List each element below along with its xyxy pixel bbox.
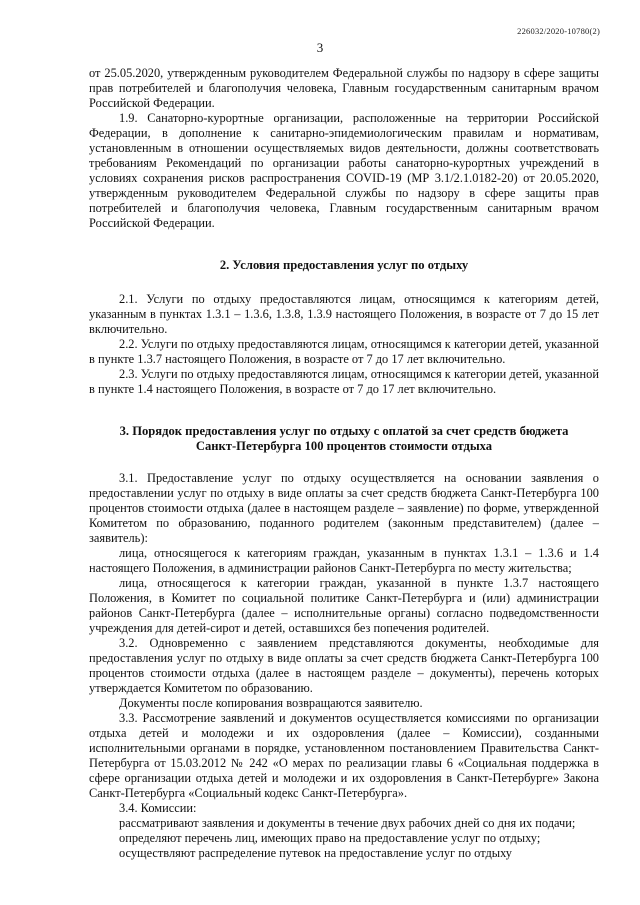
paragraph-intro: от 25.05.2020, утвержденным руководителем Федеральной службы по надзору в сфере защиты прав потребителей и благополучия человека, Главным государственным санитарным врачом Российской Федерации. <box>89 66 599 110</box>
paragraph-1-9: 1.9. Санаторно-курортные организации, расположенные на территории Российской Федерации, в дополнение к санитарно-эпидемиологическим правилам и нормативам, установленным в отношении осуществляемых видов деятельности, должны соответствовать требованиям Рекомендаций по организации работы санаторно-курортных учреждений в условиях сохранения рисков распространения COVID-19 (МР 3.1/2.1.0182-20) от 20.05.2020, утвержденным руководителем Федеральной службы по надзору в сфере защиты прав потребителей и благополучия человека, Главным государственным санитарным врачом Российской Федерации. <box>89 111 599 230</box>
paragraph-3-1-a: лица, относящегося к категориям граждан, указанным в пунктах 1.3.1 – 1.3.6 и 1.4 настоящего Положения, в администрации районов Санкт-Петербурга по месту жительства; <box>89 546 599 575</box>
paragraph-2-1: 2.1. Услуги по отдыху предоставляются лицам, относящимся к категориям детей, указанным в пунктах 1.3.1 – 1.3.6, 1.3.8, 1.3.9 настоящего Положения, в возрасте от 7 до 15 лет включительно. <box>89 292 599 336</box>
paragraph-3-4-c: осуществляют распределение путевок на предоставление услуг по отдыху <box>119 846 512 860</box>
document-number: 226032/2020-10780(2) <box>517 26 600 36</box>
paragraph-3-4-a: рассматривают заявления и документы в течение двух рабочих дней со дня их подачи; <box>119 816 576 830</box>
section-2-heading: 2. Условия предоставления услуг по отдыху <box>219 258 469 272</box>
paragraph-2-2: 2.2. Услуги по отдыху предоставляются лицам, относящимся к категории детей, указанной в пункте 1.3.7 настоящего Положения, в возрасте от 7 до 17 лет включительно. <box>89 337 599 366</box>
paragraph-3-4: 3.4. Комиссии: <box>119 801 197 815</box>
paragraph-3-2-b: Документы после копирования возвращаются заявителю. <box>119 696 423 710</box>
paragraph-3-1-b: лица, относящегося к категории граждан, указанной в пункте 1.3.7 настоящего Положения, в Комитет по социальной политике Санкт-Петербурга и (или) администрации районов Санкт-Петербурга (далее – исполнительные органы) согласно подведомственности учреждения для детей-сирот и детей, оставшихся без попечения родителей. <box>89 576 599 635</box>
page-number: 3 <box>316 40 324 55</box>
paragraph-3-1: 3.1. Предоставление услуг по отдыху осуществляется на основании заявления о предоставлении услуг по отдыху в виде оплаты за счет средств бюджета Санкт-Петербурга 100 процентов стоимости отдыха (далее в настоящем разделе – заявление) по форме, утвержденной Комитетом по образованию, поданного родителем (законным представителем) (далее – заявитель): <box>89 471 599 545</box>
section-3-heading <box>89 424 599 454</box>
document-body <box>89 66 599 861</box>
paragraph-3-3: 3.3. Рассмотрение заявлений и документов осуществляется комиссиями по организации отдыха детей и молодежи и их оздоровления (далее – Комиссии), созданными исполнительными органами в порядке, установленном постановлением Правительства Санкт-Петербурга от 15.03.2012 № 242 «О мерах по реализации главы 6 «Социальная поддержка в сфере организации отдыха детей и молодежи и их оздоровления в Санкт-Петербурге» Закона Санкт-Петербурга «Социальный кодекс Санкт-Петербурга». <box>89 711 599 800</box>
paragraph-2-3: 2.3. Услуги по отдыху предоставляются лицам, относящимся к категории детей, указанной в пункте 1.4 настоящего Положения, в возрасте от 7 до 17 лет включительно. <box>89 367 599 396</box>
paragraph-3-2: 3.2. Одновременно с заявлением представляются документы, необходимые для предоставления услуг по отдыху в виде оплаты за счет средств бюджета Санкт-Петербурга 100 процентов стоимости отдыха (далее в настоящем разделе – документы), перечень которых утверждается Комитетом по образованию. <box>89 636 599 695</box>
section-3-heading-line-1: 3. Порядок предоставления услуг по отдыху с оплатой за счет средств бюджета <box>119 424 569 438</box>
paragraph-3-4-b: определяют перечень лиц, имеющих право на предоставление услуг по отдыху; <box>119 831 541 845</box>
section-3-heading-line-2: Санкт-Петербурга 100 процентов стоимости отдыха <box>195 439 493 453</box>
